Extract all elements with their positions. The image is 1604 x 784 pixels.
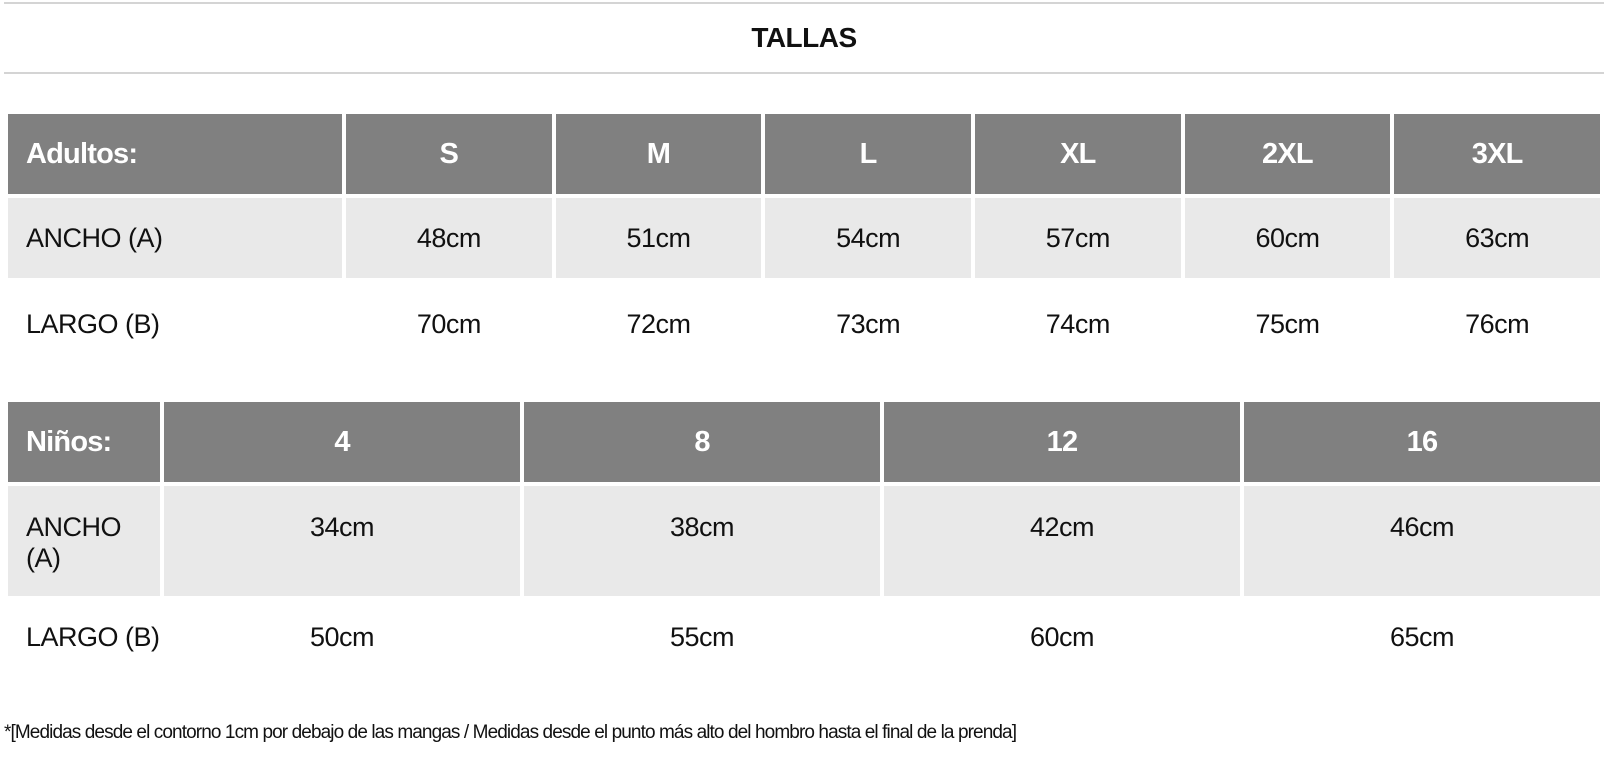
size-header: 16: [1244, 402, 1600, 482]
measurement-cell: 63cm: [1394, 198, 1600, 278]
row-label: ANCHO (A): [8, 486, 160, 596]
measurement-cell: 48cm: [346, 198, 552, 278]
table-row: [8, 600, 1600, 700]
measurement-cell: 65cm: [1244, 600, 1600, 700]
row-label: ANCHO (A): [8, 198, 342, 278]
page-title: TALLAS: [751, 22, 857, 53]
measurement-cell: 74cm: [975, 282, 1181, 366]
measurement-cell: 57cm: [975, 198, 1181, 278]
size-header: S: [346, 114, 552, 194]
kids-size-table: [4, 398, 1604, 704]
size-header: M: [556, 114, 762, 194]
measurement-cell: 72cm: [556, 282, 762, 366]
size-header: 8: [524, 402, 880, 482]
measurement-cell: 70cm: [346, 282, 552, 366]
adult-size-table: [4, 110, 1604, 370]
size-header: 3XL: [1394, 114, 1600, 194]
measurement-cell: 55cm: [524, 600, 880, 700]
measurement-cell: 46cm: [1244, 486, 1600, 596]
measurement-cell: 75cm: [1185, 282, 1391, 366]
size-header: 4: [164, 402, 520, 482]
measurement-cell: 42cm: [884, 486, 1240, 596]
kids-header-row: [8, 402, 1600, 482]
adult-table-label: Adultos:: [8, 114, 342, 194]
table-row: [8, 282, 1600, 366]
measurement-cell: 60cm: [884, 600, 1240, 700]
kids-table-label: Niños:: [8, 402, 160, 482]
footnote: *[Medidas desde el contorno 1cm por debajo de las mangas / Medidas desde el punto más alto del hombro hasta el final de la prenda]: [4, 722, 1017, 743]
measurement-cell: 73cm: [765, 282, 971, 366]
size-header: L: [765, 114, 971, 194]
table-row: [8, 486, 1600, 596]
measurement-cell: 60cm: [1185, 198, 1391, 278]
size-header: 2XL: [1185, 114, 1391, 194]
measurement-cell: 50cm: [164, 600, 520, 700]
title-bar: [4, 2, 1604, 74]
measurement-cell: 76cm: [1394, 282, 1600, 366]
adult-header-row: [8, 114, 1600, 194]
size-header: XL: [975, 114, 1181, 194]
measurement-cell: 51cm: [556, 198, 762, 278]
measurement-cell: 38cm: [524, 486, 880, 596]
table-row: [8, 198, 1600, 278]
measurement-cell: 54cm: [765, 198, 971, 278]
measurement-cell: 34cm: [164, 486, 520, 596]
size-header: 12: [884, 402, 1240, 482]
row-label: LARGO (B): [8, 282, 342, 366]
row-label: LARGO (B): [8, 600, 160, 700]
